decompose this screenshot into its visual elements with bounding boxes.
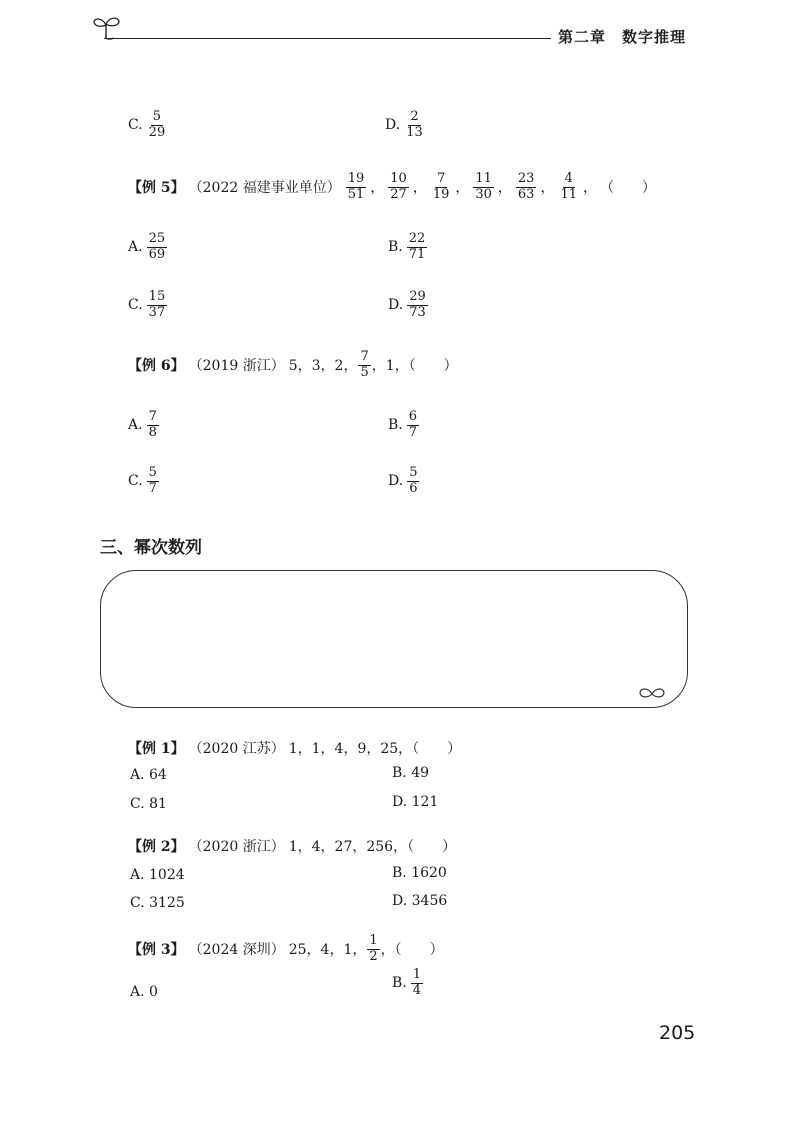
- p1-option-b: B. 49: [392, 765, 430, 781]
- numerator: 29: [409, 289, 426, 304]
- fraction: [407, 232, 428, 263]
- ex5-option-a: [128, 232, 168, 263]
- sequence-lead: 5，3，2，: [288, 358, 358, 375]
- denominator: 4: [412, 982, 422, 998]
- separator: ，: [583, 180, 597, 197]
- example-source: （2022 福建事业单位）: [188, 180, 341, 197]
- example-5-question: [128, 172, 656, 203]
- option-letter: A.: [128, 417, 143, 434]
- numerator: 5: [409, 465, 418, 480]
- numerator: 7: [436, 171, 446, 186]
- denominator: 29: [148, 124, 166, 140]
- numerator: 1: [412, 967, 422, 982]
- p2-option-d: D. 3456: [392, 893, 448, 909]
- option-letter: B.: [392, 975, 407, 992]
- denominator: 6: [409, 480, 418, 496]
- denominator: 27: [390, 186, 407, 202]
- sequence-tail: ，1，（ ）: [371, 358, 458, 375]
- numerator: 25: [148, 231, 166, 246]
- option-letter: D.: [385, 117, 401, 134]
- p3-option-b: [392, 968, 424, 999]
- denominator: 37: [148, 304, 166, 320]
- denominator: 73: [409, 304, 426, 320]
- example-source: （2019 浙江）: [188, 358, 285, 375]
- separator: ，: [370, 180, 385, 197]
- p1-option-d: D. 121: [392, 794, 439, 810]
- ex5-option-d: [388, 290, 429, 321]
- p3-option-a: A. 0: [130, 984, 158, 1000]
- sequence-tail: ，（ ）: [380, 942, 444, 959]
- fraction: [407, 410, 419, 441]
- numerator: 11: [475, 171, 492, 186]
- numerator: 23: [517, 171, 535, 186]
- example-source: （2020 浙江）: [188, 839, 285, 855]
- ex6-option-d: [388, 466, 420, 497]
- separator: ，: [412, 180, 427, 197]
- denominator: 7: [148, 480, 157, 496]
- option-d: [385, 110, 426, 141]
- answer-blank: （ ）: [600, 180, 656, 197]
- numerator: 7: [148, 409, 157, 424]
- power-example-2-question: [128, 836, 456, 856]
- example-tag: 【例 2】: [128, 839, 185, 855]
- option-letter: D.: [388, 473, 404, 490]
- separator: ，: [540, 180, 555, 197]
- fraction: [404, 110, 425, 141]
- ex6-option-c: [128, 466, 160, 497]
- p1-option-c: C. 81: [130, 796, 167, 812]
- example-6-question: [128, 350, 458, 381]
- fraction: [147, 232, 168, 263]
- sequence-term: [431, 172, 452, 203]
- sequence: 1，4，27，256，（ ）: [288, 839, 457, 855]
- fraction: [411, 968, 423, 999]
- denominator: 63: [517, 186, 535, 202]
- option-letter: C.: [128, 117, 143, 134]
- numerator: 1: [369, 933, 378, 948]
- numerator: 6: [408, 409, 418, 424]
- p2-option-b: B. 1620: [392, 865, 447, 881]
- sequence-term: [516, 172, 537, 203]
- fraction: [147, 410, 159, 441]
- denominator: 8: [148, 424, 157, 440]
- ex5-option-c: [128, 290, 168, 321]
- chapter-title: 第二章 数字推理: [558, 28, 687, 46]
- numerator: 4: [564, 171, 573, 186]
- fraction: [147, 290, 168, 321]
- example-tag: 【例 6】: [128, 358, 185, 375]
- denominator: 2: [369, 948, 378, 964]
- denominator: 13: [406, 124, 423, 140]
- denominator: 11: [560, 186, 577, 202]
- option-letter: A.: [128, 239, 143, 256]
- denominator: 69: [148, 246, 166, 262]
- page-number: 205: [659, 1022, 696, 1044]
- example-tag: 【例 1】: [128, 741, 185, 757]
- p2-option-a: A. 1024: [130, 867, 185, 883]
- leaf-icon: [638, 686, 666, 702]
- sequence-lead: 25，4，1，: [288, 942, 367, 959]
- numerator: 22: [408, 231, 426, 246]
- sequence-term: [558, 172, 579, 203]
- sequence-term: [358, 350, 370, 381]
- power-example-3-question: [128, 934, 444, 965]
- sequence: 1，1，4，9，25，（ ）: [288, 741, 462, 757]
- example-source: （2024 深圳）: [188, 942, 285, 959]
- p1-option-a: A. 64: [130, 767, 167, 783]
- sequence-term: [388, 172, 409, 203]
- denominator: 71: [408, 246, 426, 262]
- numerator: 10: [390, 171, 407, 186]
- option-letter: C.: [128, 473, 143, 490]
- numerator: 7: [360, 349, 369, 364]
- power-example-1-question: [128, 738, 461, 758]
- section-heading: 三、幂次数列: [100, 538, 202, 558]
- sequence-term: [367, 934, 379, 965]
- ex6-option-a: [128, 410, 160, 441]
- denominator: 5: [360, 364, 369, 380]
- sequence-term: [473, 172, 494, 203]
- numerator: 5: [148, 465, 157, 480]
- p2-option-c: C. 3125: [130, 895, 185, 911]
- denominator: 19: [432, 186, 450, 202]
- header-rule: [104, 38, 551, 39]
- sequence-term: [346, 172, 367, 203]
- ex6-option-b: [388, 410, 420, 441]
- option-letter: B.: [388, 239, 403, 256]
- example-tag: 【例 5】: [128, 180, 185, 197]
- numerator: 15: [148, 289, 166, 304]
- separator: ，: [497, 180, 512, 197]
- numerator: 19: [347, 171, 365, 186]
- fraction: [147, 110, 168, 141]
- separator: ，: [455, 180, 470, 197]
- fraction: [147, 466, 159, 497]
- numerator: 2: [410, 109, 419, 124]
- option-letter: D.: [388, 297, 404, 314]
- denominator: 30: [475, 186, 492, 202]
- denominator: 7: [408, 424, 418, 440]
- sprout-icon: [92, 14, 122, 40]
- option-letter: B.: [388, 417, 403, 434]
- example-tag: 【例 3】: [128, 942, 185, 959]
- option-letter: C.: [128, 297, 143, 314]
- fraction: [407, 466, 419, 497]
- option-c: [128, 110, 168, 141]
- fraction: [407, 290, 428, 321]
- numerator: 5: [152, 109, 162, 124]
- ex5-option-b: [388, 232, 428, 263]
- note-box: [100, 570, 688, 708]
- denominator: 51: [347, 186, 365, 202]
- example-source: （2020 江苏）: [188, 741, 285, 757]
